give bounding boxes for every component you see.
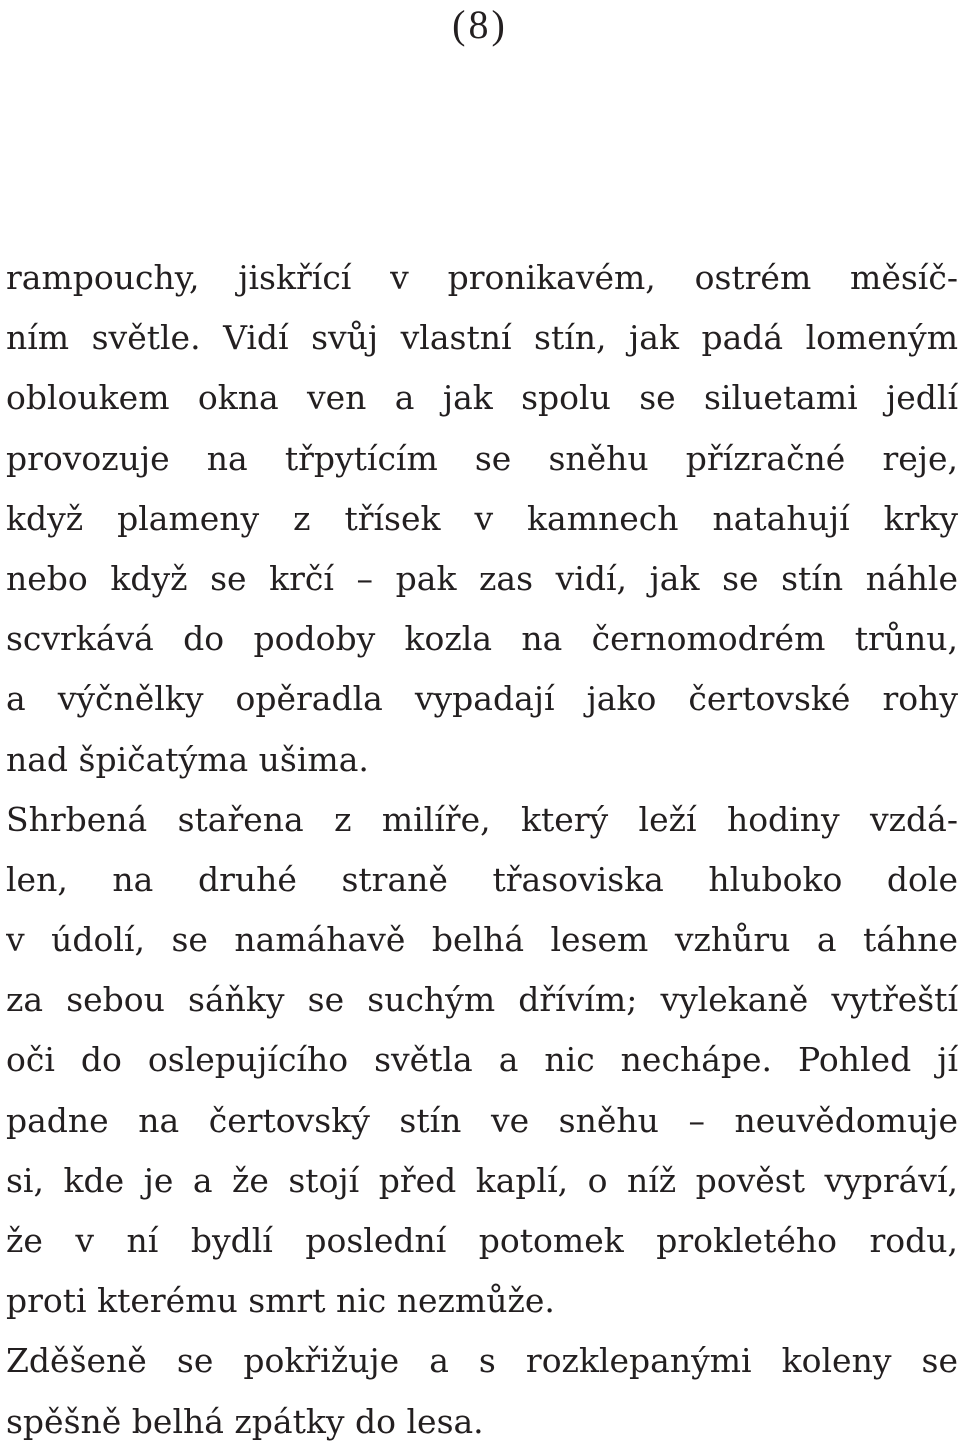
text-line: spěšně belhá zpátky do lesa. (6, 1401, 484, 1441)
text-line: Shrbená stařena z milíře, který leží hodiny vzdá- (6, 799, 958, 839)
text-line: provozuje na třpytícím se sněhu přízračné reje, (6, 438, 958, 478)
text-line: v údolí, se namáhavě belhá lesem vzhůru a táhne (6, 920, 958, 960)
text-line: obloukem okna ven a jak spolu se siluetami jedlí (6, 378, 958, 418)
text-line: ním světle. Vidí svůj vlastní stín, jak padá lomeným (6, 318, 958, 358)
text-line: Zděšeně se pokřižuje a s rozklepanými koleny se (6, 1341, 958, 1381)
paragraph-3 (6, 1331, 958, 1451)
paragraph-2 (6, 790, 958, 1332)
text-line: když plameny z třísek v kamnech natahují krky (6, 498, 958, 538)
text-line: že v ní bydlí poslední potomek prokletého rodu, (6, 1221, 958, 1260)
text-line: si, kde je a že stojí před kaplí, o níž pověst vypráví, (6, 1160, 958, 1200)
paragraph-1 (6, 248, 958, 790)
text-line: proti kterému smrt nic nezmůže. (6, 1281, 555, 1321)
text-line: padne na čertovský stín ve sněhu – neuvědomuje (6, 1100, 958, 1140)
text-line: len, na druhé straně třasoviska hluboko dole (6, 859, 958, 899)
text-line: za sebou sáňky se suchým dřívím; vylekaně vytřeští (6, 980, 958, 1020)
text-line: nebo když se krčí – pak zas vidí, jak se stín náhle (6, 558, 958, 598)
text-line: nad špičatýma ušima. (6, 739, 369, 779)
text-line: scvrkává do podoby kozla na černomodrém trůnu, (6, 619, 958, 659)
text-line: a výčnělky opěradla vypadají jako čertovské rohy (6, 679, 958, 719)
body-text (6, 248, 958, 1452)
text-line: oči do oslepujícího světla a nic nechápe. Pohled jí (6, 1040, 958, 1080)
page-number: (8) (452, 2, 508, 47)
text-line: rampouchy, jiskřící v pronikavém, ostrém měsíč- (6, 258, 958, 297)
